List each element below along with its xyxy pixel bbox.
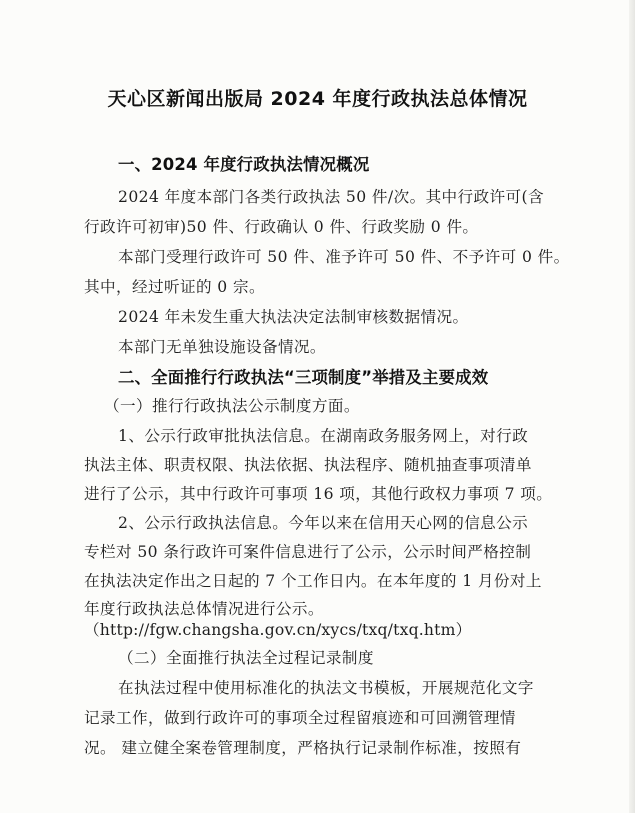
subsection-heading-1: （一）推行行政执法公示制度方面。 [104,397,360,415]
section-heading-1: 一、2024 年度行政执法情况概况 [118,155,370,174]
paragraph-line: 进行了公示，其中行政许可事项 16 项，其他行政权力事项 7 项。 [84,485,553,503]
url-line: （http://fgw.changsha.gov.cn/xycs/txq/txq.htm） [84,621,472,639]
document-title: 天心区新闻出版局 2024 年度行政执法总体情况 [107,88,528,110]
paragraph-line: 行政许可初审)50 件、行政确认 0 件、行政奖励 0 件。 [84,218,479,236]
paragraph-line: 1、公示行政审批执法信息。在湖南政务服务网上，对行政 [118,427,529,445]
paragraph-line: 本部门无单独设施设备情况。 [118,338,326,356]
paragraph-line: 记录工作，做到行政许可的事项全过程留痕迹和可回溯管理情 [84,709,516,727]
paragraph-line: 况。 建立健全案卷管理制度，严格执行记录制作标准，按照有 [84,739,522,757]
paragraph-line: 在执法决定作出之日起的 7 个工作日内。在本年度的 1 月份对上 [84,572,542,590]
paragraph-line: 2024 年度本部门各类行政执法 50 件/次。其中行政许可(含 [118,188,545,206]
paragraph-line: 其中，经过听证的 0 宗。 [84,278,265,296]
paragraph-line: 执法主体、职责权限、执法依据、执法程序、随机抽查事项清单 [84,456,532,474]
section-heading-2: 二、全面推行行政执法“三项制度”举措及主要成效 [118,368,489,387]
paragraph-line: 年度行政执法总体情况进行公示。 [84,600,324,618]
paragraph-line: 专栏对 50 条行政许可案件信息进行了公示，公示时间严格控制 [84,543,532,561]
paragraph-line: 本部门受理行政许可 50 件、准予许可 50 件、不予许可 0 件。 [118,248,570,266]
subsection-heading-2: （二）全面推行执法全过程记录制度 [118,649,374,667]
paragraph-line: 2024 年未发生重大执法决定法制审核数据情况。 [118,308,469,326]
paragraph-line: 2、公示行政执法信息。今年以来在信用天心网的信息公示 [118,514,529,532]
paragraph-line: 在执法过程中使用标准化的执法文书模板，开展规范化文字 [118,679,534,697]
scan-edge [629,0,635,813]
